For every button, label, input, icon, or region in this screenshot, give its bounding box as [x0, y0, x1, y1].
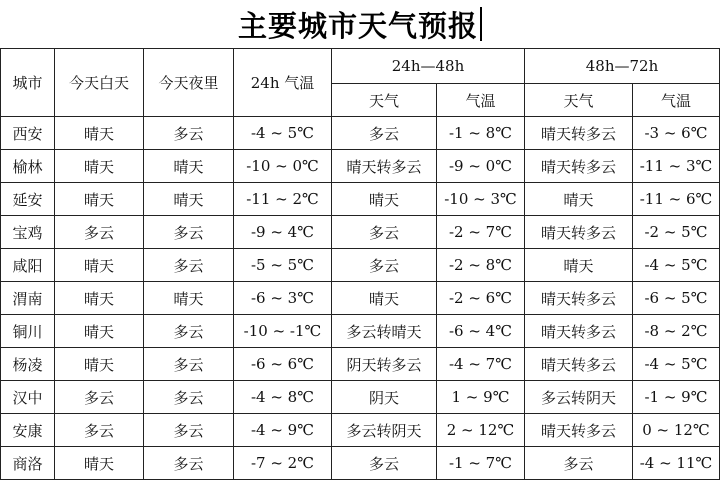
header-today-night: 今天夜里 — [144, 49, 234, 117]
cell-t48: -4 ~ 7℃ — [437, 348, 525, 381]
header-group-24-48: 24h—48h — [332, 49, 525, 84]
cell-t24: -4 ~ 9℃ — [234, 414, 332, 447]
cell-t24: -7 ~ 2℃ — [234, 447, 332, 480]
cell-t24: -5 ~ 5℃ — [234, 249, 332, 282]
cell-city: 汉中 — [1, 381, 55, 414]
cell-w72: 晴天转多云 — [525, 117, 633, 150]
cell-t48: 1 ~ 9℃ — [437, 381, 525, 414]
cell-day: 晴天 — [55, 282, 144, 315]
table-row — [1, 183, 720, 216]
cell-night: 多云 — [144, 414, 234, 447]
cell-t24: -6 ~ 6℃ — [234, 348, 332, 381]
cell-t72: -11 ~ 3℃ — [633, 150, 720, 183]
cell-t72: -4 ~ 11℃ — [633, 447, 720, 480]
cell-t72: -2 ~ 5℃ — [633, 216, 720, 249]
cell-day: 多云 — [55, 216, 144, 249]
cell-w72: 晴天转多云 — [525, 315, 633, 348]
cell-w48: 多云 — [332, 117, 437, 150]
title-bar — [0, 0, 720, 48]
cell-night: 多云 — [144, 216, 234, 249]
cell-night: 多云 — [144, 249, 234, 282]
cell-t72: -4 ~ 5℃ — [633, 249, 720, 282]
cell-day: 多云 — [55, 381, 144, 414]
cell-day: 晴天 — [55, 183, 144, 216]
header-temp-72: 气温 — [633, 84, 720, 117]
cell-t24: -6 ~ 3℃ — [234, 282, 332, 315]
cell-w48: 阴天 — [332, 381, 437, 414]
text-cursor — [480, 7, 482, 41]
cell-day: 晴天 — [55, 447, 144, 480]
cell-w48: 多云 — [332, 216, 437, 249]
cell-t24: -9 ~ 4℃ — [234, 216, 332, 249]
cell-t48: -1 ~ 8℃ — [437, 117, 525, 150]
header-weather-48: 天气 — [332, 84, 437, 117]
cell-w72: 晴天转多云 — [525, 150, 633, 183]
table-row — [1, 282, 720, 315]
cell-w48: 多云转阴天 — [332, 414, 437, 447]
cell-city: 铜川 — [1, 315, 55, 348]
cell-w48: 多云转晴天 — [332, 315, 437, 348]
table-row — [1, 249, 720, 282]
cell-t72: -4 ~ 5℃ — [633, 348, 720, 381]
cell-t72: -8 ~ 2℃ — [633, 315, 720, 348]
cell-w72: 多云 — [525, 447, 633, 480]
cell-city: 西安 — [1, 117, 55, 150]
cell-t48: -2 ~ 8℃ — [437, 249, 525, 282]
cell-night: 多云 — [144, 381, 234, 414]
cell-city: 宝鸡 — [1, 216, 55, 249]
cell-t48: -2 ~ 7℃ — [437, 216, 525, 249]
cell-w72: 晴天 — [525, 183, 633, 216]
cell-w72: 晴天转多云 — [525, 216, 633, 249]
weather-table — [0, 48, 720, 480]
table-row — [1, 117, 720, 150]
cell-t24: -4 ~ 8℃ — [234, 381, 332, 414]
cell-t48: -1 ~ 7℃ — [437, 447, 525, 480]
cell-day: 晴天 — [55, 249, 144, 282]
header-temp-24h: 24h 气温 — [234, 49, 332, 117]
header-group-48-72: 48h—72h — [525, 49, 720, 84]
cell-night: 多云 — [144, 117, 234, 150]
cell-t72: -6 ~ 5℃ — [633, 282, 720, 315]
page-title: 主要城市天气预报 — [237, 8, 478, 43]
cell-t24: -10 ~ -1℃ — [234, 315, 332, 348]
cell-night: 晴天 — [144, 183, 234, 216]
cell-city: 延安 — [1, 183, 55, 216]
cell-w72: 晴天转多云 — [525, 348, 633, 381]
cell-t72: -11 ~ 6℃ — [633, 183, 720, 216]
cell-t24: -10 ~ 0℃ — [234, 150, 332, 183]
table-row — [1, 315, 720, 348]
cell-w48: 晴天 — [332, 282, 437, 315]
table-row — [1, 348, 720, 381]
cell-t72: -1 ~ 9℃ — [633, 381, 720, 414]
cell-w48: 多云 — [332, 249, 437, 282]
cell-t24: -11 ~ 2℃ — [234, 183, 332, 216]
cell-w72: 晴天 — [525, 249, 633, 282]
cell-t72: -3 ~ 6℃ — [633, 117, 720, 150]
cell-day: 多云 — [55, 414, 144, 447]
cell-night: 多云 — [144, 447, 234, 480]
table-row — [1, 150, 720, 183]
table-row — [1, 447, 720, 480]
cell-w48: 晴天 — [332, 183, 437, 216]
cell-city: 商洛 — [1, 447, 55, 480]
cell-t48: 2 ~ 12℃ — [437, 414, 525, 447]
cell-city: 杨凌 — [1, 348, 55, 381]
cell-city: 咸阳 — [1, 249, 55, 282]
cell-t24: -4 ~ 5℃ — [234, 117, 332, 150]
cell-t48: -10 ~ 3℃ — [437, 183, 525, 216]
cell-w48: 阴天转多云 — [332, 348, 437, 381]
cell-w48: 多云 — [332, 447, 437, 480]
table-row — [1, 216, 720, 249]
cell-w72: 晴天转多云 — [525, 282, 633, 315]
cell-night: 晴天 — [144, 150, 234, 183]
cell-t48: -6 ~ 4℃ — [437, 315, 525, 348]
table-row — [1, 414, 720, 447]
cell-day: 晴天 — [55, 117, 144, 150]
cell-w72: 晴天转多云 — [525, 414, 633, 447]
header-weather-72: 天气 — [525, 84, 633, 117]
header-city: 城市 — [1, 49, 55, 117]
cell-night: 多云 — [144, 315, 234, 348]
cell-day: 晴天 — [55, 348, 144, 381]
header-temp-48: 气温 — [437, 84, 525, 117]
cell-city: 渭南 — [1, 282, 55, 315]
cell-w48: 晴天转多云 — [332, 150, 437, 183]
cell-city: 安康 — [1, 414, 55, 447]
cell-city: 榆林 — [1, 150, 55, 183]
cell-w72: 多云转阴天 — [525, 381, 633, 414]
cell-t48: -9 ~ 0℃ — [437, 150, 525, 183]
header-today-day: 今天白天 — [55, 49, 144, 117]
cell-night: 晴天 — [144, 282, 234, 315]
cell-t48: -2 ~ 6℃ — [437, 282, 525, 315]
cell-day: 晴天 — [55, 150, 144, 183]
table-row — [1, 381, 720, 414]
cell-t72: 0 ~ 12℃ — [633, 414, 720, 447]
cell-day: 晴天 — [55, 315, 144, 348]
cell-night: 多云 — [144, 348, 234, 381]
